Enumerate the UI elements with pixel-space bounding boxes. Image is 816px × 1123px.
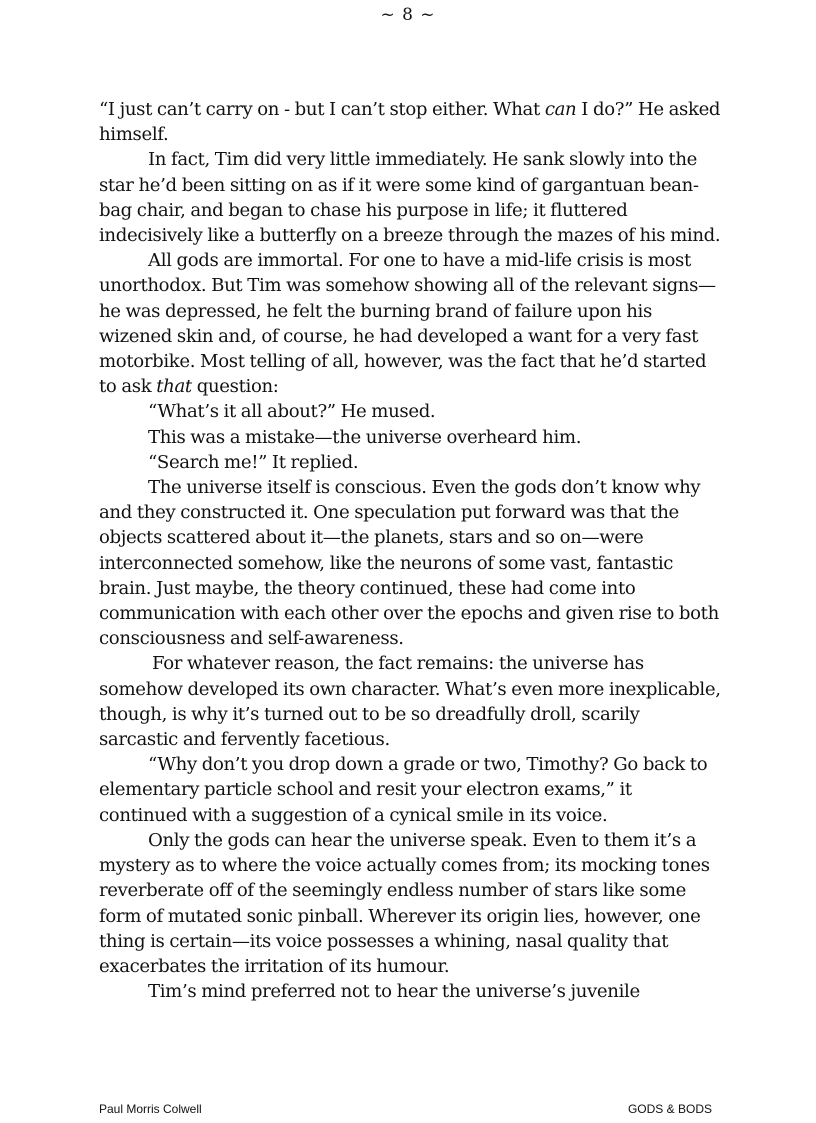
paragraph xyxy=(99,399,721,424)
page-number: ~ 8 ~ xyxy=(380,5,436,25)
text-run: “Search me!” It replied. xyxy=(148,451,359,473)
footer-book-title: GODS & BODS xyxy=(627,1102,712,1116)
text-run: “Why don’t you drop down a grade or two, Timothy? Go back to elementary particle school and resit your electron exams,” it continued with a suggestion of a cynical smile in its voice. xyxy=(99,754,708,826)
paragraph xyxy=(99,828,721,979)
text-run: In fact, Tim did very little immediately. He sank slowly into the star he’d been sitting on as if it were some kind of gargantuan bean-bag chair, and began to chase his purpose in life; it fluttered indecisively like a butterfly on a breeze through the mazes of his mind. xyxy=(99,149,721,247)
text-run: The universe itself is conscious. Even the gods don’t know why and they constructed it. One speculation put forward was that the objects scattered about it—the planets, stars and so on—were interconnected somehow, like the neurons of some vast, fantastic brain. Just maybe, the theory continued, these had come into communication with each other over the epochs and given rise to both consciousness and self-awareness. xyxy=(99,477,719,650)
paragraph xyxy=(99,475,721,651)
paragraph xyxy=(99,147,721,248)
text-run: Tim’s mind preferred not to hear the universe’s juvenile xyxy=(148,981,640,1003)
text-run: This was a mistake—the universe overheard him. xyxy=(148,426,582,448)
italic-text: can xyxy=(544,99,577,120)
paragraph xyxy=(99,425,721,450)
paragraph xyxy=(99,97,721,147)
text-run: All gods are immortal. For one to have a mid-life crisis is most unorthodox. But Tim was somehow showing all of the relevant signs—he was depressed, he felt the burning brand of failure upon his wizened skin and, of course, he had developed a want for a very fast motorbike. Most telling of all, however, was the fact that he’d started to ask xyxy=(99,250,716,398)
text-run: “What’s it all about?” He mused. xyxy=(148,401,436,423)
footer-author: Paul Morris Colwell xyxy=(99,1102,202,1116)
text-run: For whatever reason, the fact remains: the universe has somehow developed its own character. What’s even more inexplicable, though, is why it’s turned out to be so dreadfully droll, scarily sarcastic and fervently facetious. xyxy=(99,653,721,751)
page-footer xyxy=(99,1101,712,1117)
paragraph xyxy=(99,450,721,475)
paragraph xyxy=(99,248,721,399)
paragraph xyxy=(99,979,721,1004)
text-run: “I just can’t carry on - but I can’t stop either. What xyxy=(99,99,545,120)
text-run: I do?” He asked himself. xyxy=(99,99,721,146)
italic-text: that xyxy=(156,376,192,398)
text-run: question: xyxy=(191,376,279,398)
paragraph xyxy=(99,651,721,752)
paragraph xyxy=(99,752,721,828)
text-run: Only the gods can hear the universe speak. Even to them it’s a mystery as to where the voice actually comes from; its mocking tones reverberate off of the seemingly endless number of stars like some form of mutated sonic pinball. Wherever its origin lies, however, one thing is certain—its voice possesses a whining, nasal quality that exacerbates the irritation of its humour. xyxy=(99,829,710,977)
body-text xyxy=(99,97,721,1004)
